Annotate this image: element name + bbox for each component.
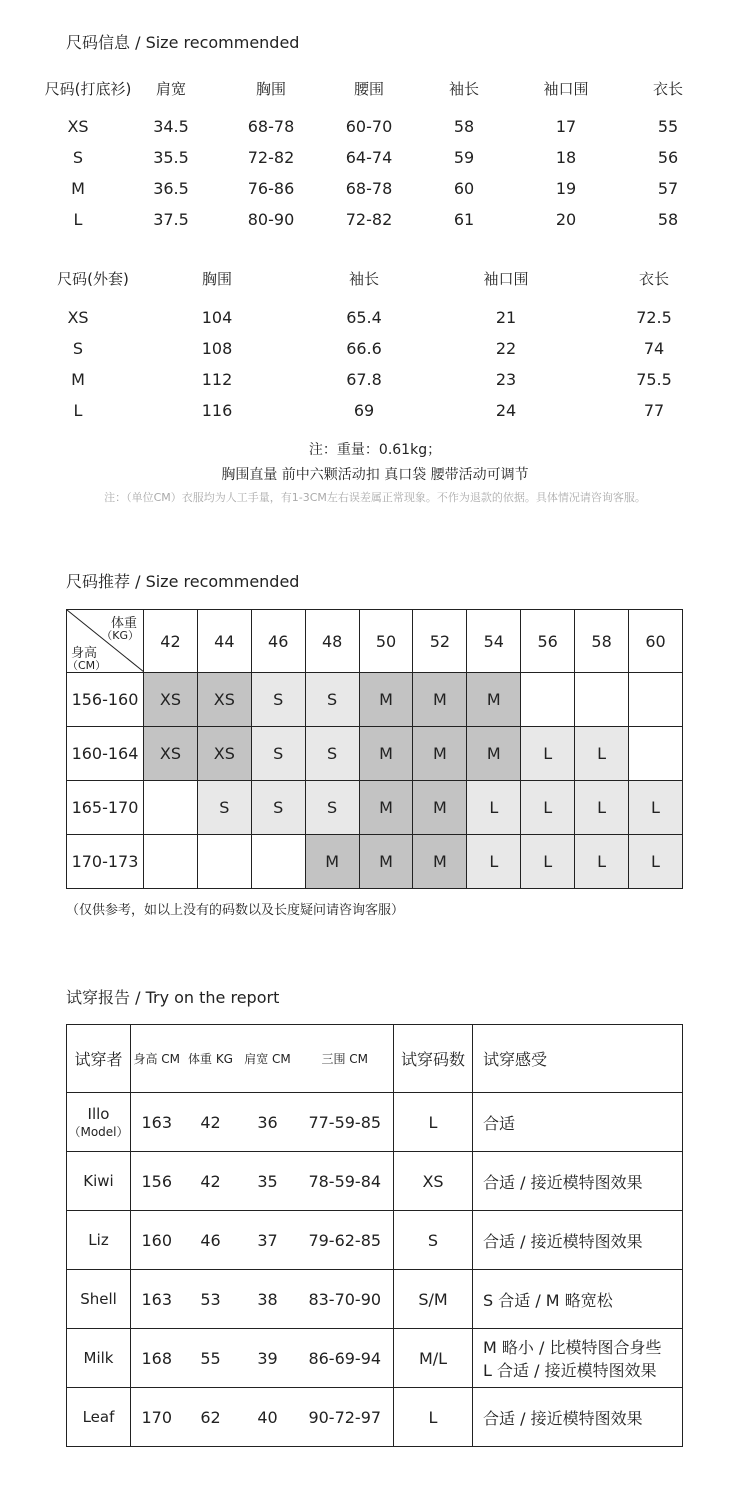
tester-name-cell	[67, 1388, 131, 1447]
report-row	[67, 1093, 683, 1152]
coat-cell: 66.6	[346, 339, 382, 358]
coat-cell: S	[72, 339, 84, 358]
report-column-header: 试穿感受	[473, 1025, 683, 1093]
size-cell: S	[251, 781, 305, 835]
feedback-line: L 合适 / 接近模特图效果	[483, 1361, 657, 1380]
size-recommend-title: 尺码推荐 / Size recommended	[66, 572, 300, 591]
report-row	[67, 1270, 683, 1329]
tester-name-cell	[67, 1270, 131, 1329]
tester-name-cell	[67, 1093, 131, 1152]
tester-height: 156	[131, 1152, 183, 1211]
shirt-cell: M	[71, 179, 85, 198]
shirt-cell: 64-74	[345, 148, 393, 167]
coat-cell: M	[71, 370, 85, 389]
feedback-line: 合适 / 接近模特图效果	[483, 1172, 643, 1192]
coat-cell: 77	[643, 401, 665, 420]
tester-weight: 46	[183, 1211, 239, 1270]
weight-header: 48	[305, 610, 359, 673]
tester-name-cell	[67, 1329, 131, 1388]
tester-weight: 42	[183, 1093, 239, 1152]
feedback-line: 合适	[483, 1113, 516, 1133]
report-column-header: 试穿者	[67, 1025, 131, 1093]
tester-name: Shell	[80, 1290, 117, 1308]
shirt-cell: 58	[657, 210, 679, 229]
tester-height: 168	[131, 1329, 183, 1388]
grid-row	[67, 673, 683, 727]
weight-header: 54	[467, 610, 521, 673]
shirt-cell: 37.5	[153, 210, 189, 229]
size-cell: XS	[197, 673, 251, 727]
size-cell: S	[305, 727, 359, 781]
report-column-header: 身高 CM	[131, 1025, 183, 1093]
tester-role: （Model）	[68, 1124, 129, 1139]
size-cell: M	[359, 727, 413, 781]
size-cell: L	[629, 835, 683, 889]
size-cell: L	[467, 781, 521, 835]
tester-shoulder: 38	[239, 1270, 297, 1329]
height-range: 170-173	[67, 835, 144, 889]
weight-unit: （KG）	[101, 629, 139, 642]
shirt-cell: 20	[555, 210, 577, 229]
tester-height: 170	[131, 1388, 183, 1447]
shirt-cell: 60-70	[345, 117, 393, 136]
tester-size: S/M	[394, 1270, 473, 1329]
shirt-cell: 60	[453, 179, 475, 198]
report-row	[67, 1152, 683, 1211]
measurement-disclaimer: 注：（单位CM）衣服均为人工手量，有1-3CM左右误差属正常现象。不作为退款的依据。具体情况请咨询客服。	[104, 491, 646, 504]
size-cell: M	[467, 673, 521, 727]
size-cell	[251, 835, 305, 889]
size-cell: L	[521, 781, 575, 835]
weight-note: 注：重量：0.61kg；	[308, 442, 442, 458]
coat-cell: 74	[643, 339, 665, 358]
tester-size: XS	[394, 1152, 473, 1211]
size-cell: M	[359, 673, 413, 727]
tester-name: Illo	[87, 1104, 110, 1123]
size-cell: M	[359, 781, 413, 835]
coat-column-header: 袖长	[348, 270, 380, 288]
tester-bwh: 83-70-90	[297, 1270, 394, 1329]
shirt-cell: 58	[453, 117, 475, 136]
size-cell: S	[305, 673, 359, 727]
tester-shoulder: 39	[239, 1329, 297, 1388]
report-column-header: 肩宽 CM	[239, 1025, 297, 1093]
coat-cell: 75.5	[636, 370, 672, 389]
coat-cell: 21	[495, 308, 517, 327]
tester-feedback	[473, 1093, 683, 1152]
grid-row	[67, 727, 683, 781]
weight-header: 58	[575, 610, 629, 673]
tester-bwh: 79-62-85	[297, 1211, 394, 1270]
feedback-line: S 合适 / M 略宽松	[483, 1290, 613, 1310]
tester-height: 163	[131, 1270, 183, 1329]
tester-name: Milk	[83, 1349, 114, 1367]
size-cell	[575, 673, 629, 727]
coat-cell: 108	[201, 339, 233, 358]
size-cell	[629, 673, 683, 727]
tester-shoulder: 37	[239, 1211, 297, 1270]
report-row	[67, 1211, 683, 1270]
size-cell: XS	[197, 727, 251, 781]
feedback-line: 合适 / 接近模特图效果	[483, 1231, 643, 1251]
tester-size: L	[394, 1388, 473, 1447]
size-cell	[197, 835, 251, 889]
tester-name: Leaf	[82, 1408, 115, 1426]
size-cell: XS	[144, 673, 198, 727]
shirt-cell: 35.5	[153, 148, 189, 167]
size-cell: M	[413, 781, 467, 835]
tester-weight: 42	[183, 1152, 239, 1211]
height-label: 身高	[71, 646, 98, 661]
size-cell: XS	[144, 727, 198, 781]
coat-cell: 112	[201, 370, 233, 389]
tester-size: S	[394, 1211, 473, 1270]
shirt-cell: 18	[555, 148, 577, 167]
size-cell: L	[467, 835, 521, 889]
weight-header: 60	[629, 610, 683, 673]
size-info-title: 尺码信息 / Size recommended	[66, 33, 300, 52]
tester-size: L	[394, 1093, 473, 1152]
size-cell: L	[629, 781, 683, 835]
tester-size: M/L	[394, 1329, 473, 1388]
tester-feedback	[473, 1211, 683, 1270]
size-cell: L	[575, 727, 629, 781]
shirt-cell: 61	[453, 210, 475, 229]
shirt-cell: 72-82	[247, 148, 295, 167]
size-cell: S	[197, 781, 251, 835]
size-cell: L	[575, 835, 629, 889]
tester-name-cell	[67, 1152, 131, 1211]
report-column-header: 体重 KG	[183, 1025, 239, 1093]
report-column-header: 三围 CM	[297, 1025, 394, 1093]
shirt-cell: S	[72, 148, 84, 167]
report-header-row	[67, 1025, 683, 1093]
shirt-cell: 59	[453, 148, 475, 167]
size-cell: M	[359, 835, 413, 889]
weight-header: 42	[144, 610, 198, 673]
size-cell: M	[467, 727, 521, 781]
shirt-cell: 56	[657, 148, 679, 167]
weight-header: 56	[521, 610, 575, 673]
size-cell	[521, 673, 575, 727]
tester-shoulder: 40	[239, 1388, 297, 1447]
size-cell: M	[305, 835, 359, 889]
grid-header-row	[67, 610, 683, 673]
size-cell	[144, 781, 198, 835]
report-column-header: 试穿码数	[394, 1025, 473, 1093]
tester-bwh: 86-69-94	[297, 1329, 394, 1388]
size-cell	[144, 835, 198, 889]
shirt-cell: 55	[657, 117, 679, 136]
shirt-cell: XS	[67, 117, 89, 136]
detail-note: 胸围直量 前中六颗活动扣 真口袋 腰带活动可调节	[221, 467, 529, 483]
coat-cell: XS	[67, 308, 89, 327]
size-cell: S	[251, 727, 305, 781]
grid-row	[67, 781, 683, 835]
tester-feedback	[473, 1270, 683, 1329]
size-cell: S	[305, 781, 359, 835]
shirt-column-header: 袖长	[448, 80, 480, 98]
shirt-cell: 36.5	[153, 179, 189, 198]
shirt-column-header: 衣长	[652, 80, 684, 98]
feedback-line: M 略小 / 比模特图合身些	[483, 1338, 662, 1357]
try-on-title: 试穿报告 / Try on the report	[66, 988, 280, 1007]
grid-row	[67, 835, 683, 889]
shirt-cell: 19	[555, 179, 577, 198]
try-on-report-table	[66, 1024, 683, 1447]
coat-column-header: 衣长	[638, 270, 670, 288]
height-unit: （CM）	[67, 659, 107, 672]
tester-name: Kiwi	[83, 1172, 114, 1190]
size-cell: M	[413, 727, 467, 781]
shirt-column-header: 袖口围	[543, 80, 589, 98]
coat-cell: 24	[495, 401, 517, 420]
weight-header: 50	[359, 610, 413, 673]
height-range: 160-164	[67, 727, 144, 781]
shirt-column-header: 胸围	[255, 80, 287, 98]
coat-cell: 72.5	[636, 308, 672, 327]
tester-shoulder: 36	[239, 1093, 297, 1152]
coat-column-header: 尺码(外套)	[57, 270, 129, 288]
shirt-cell: 57	[657, 179, 679, 198]
coat-column-header: 袖口围	[483, 270, 529, 288]
tester-weight: 55	[183, 1329, 239, 1388]
shirt-cell: 68-78	[247, 117, 295, 136]
size-cell: S	[251, 673, 305, 727]
shirt-cell: 68-78	[345, 179, 393, 198]
coat-cell: 23	[495, 370, 517, 389]
weight-header: 44	[197, 610, 251, 673]
tester-feedback	[473, 1388, 683, 1447]
coat-cell: 69	[353, 401, 375, 420]
coat-cell: 116	[201, 401, 233, 420]
size-cell: M	[413, 835, 467, 889]
size-cell: L	[575, 781, 629, 835]
tester-weight: 62	[183, 1388, 239, 1447]
shirt-cell: 72-82	[345, 210, 393, 229]
grid-footnote: （仅供参考，如以上没有的码数以及长度疑问请咨询客服）	[66, 903, 405, 918]
grid-corner-cell	[67, 610, 144, 673]
shirt-cell: 76-86	[247, 179, 295, 198]
weight-label: 体重	[110, 616, 137, 631]
tester-height: 163	[131, 1093, 183, 1152]
tester-weight: 53	[183, 1270, 239, 1329]
shirt-column-header: 腰围	[353, 80, 385, 98]
coat-column-header: 胸围	[201, 270, 233, 288]
coat-cell: 65.4	[346, 308, 382, 327]
size-cell: L	[521, 835, 575, 889]
size-cell: L	[521, 727, 575, 781]
report-row	[67, 1329, 683, 1388]
tester-name: Liz	[88, 1231, 109, 1249]
shirt-column-header: 尺码(打底衫)	[44, 80, 132, 98]
tester-bwh: 78-59-84	[297, 1152, 394, 1211]
size-cell	[629, 727, 683, 781]
feedback-line: 合适 / 接近模特图效果	[483, 1408, 643, 1428]
coat-cell: 104	[201, 308, 233, 327]
tester-name-cell	[67, 1211, 131, 1270]
height-range: 165-170	[67, 781, 144, 835]
tester-shoulder: 35	[239, 1152, 297, 1211]
size-cell: M	[413, 673, 467, 727]
report-row	[67, 1388, 683, 1447]
shirt-cell: L	[73, 210, 83, 229]
height-range: 156-160	[67, 673, 144, 727]
tester-feedback	[473, 1329, 683, 1388]
shirt-cell: 80-90	[247, 210, 295, 229]
size-recommend-grid	[66, 609, 683, 889]
weight-header: 52	[413, 610, 467, 673]
shirt-cell: 34.5	[153, 117, 189, 136]
coat-cell: L	[73, 401, 83, 420]
tester-bwh: 90-72-97	[297, 1388, 394, 1447]
tester-feedback	[473, 1152, 683, 1211]
coat-cell: 22	[495, 339, 517, 358]
tester-height: 160	[131, 1211, 183, 1270]
tester-bwh: 77-59-85	[297, 1093, 394, 1152]
weight-header: 46	[251, 610, 305, 673]
shirt-cell: 17	[555, 117, 577, 136]
shirt-column-header: 肩宽	[155, 80, 187, 98]
coat-cell: 67.8	[346, 370, 382, 389]
